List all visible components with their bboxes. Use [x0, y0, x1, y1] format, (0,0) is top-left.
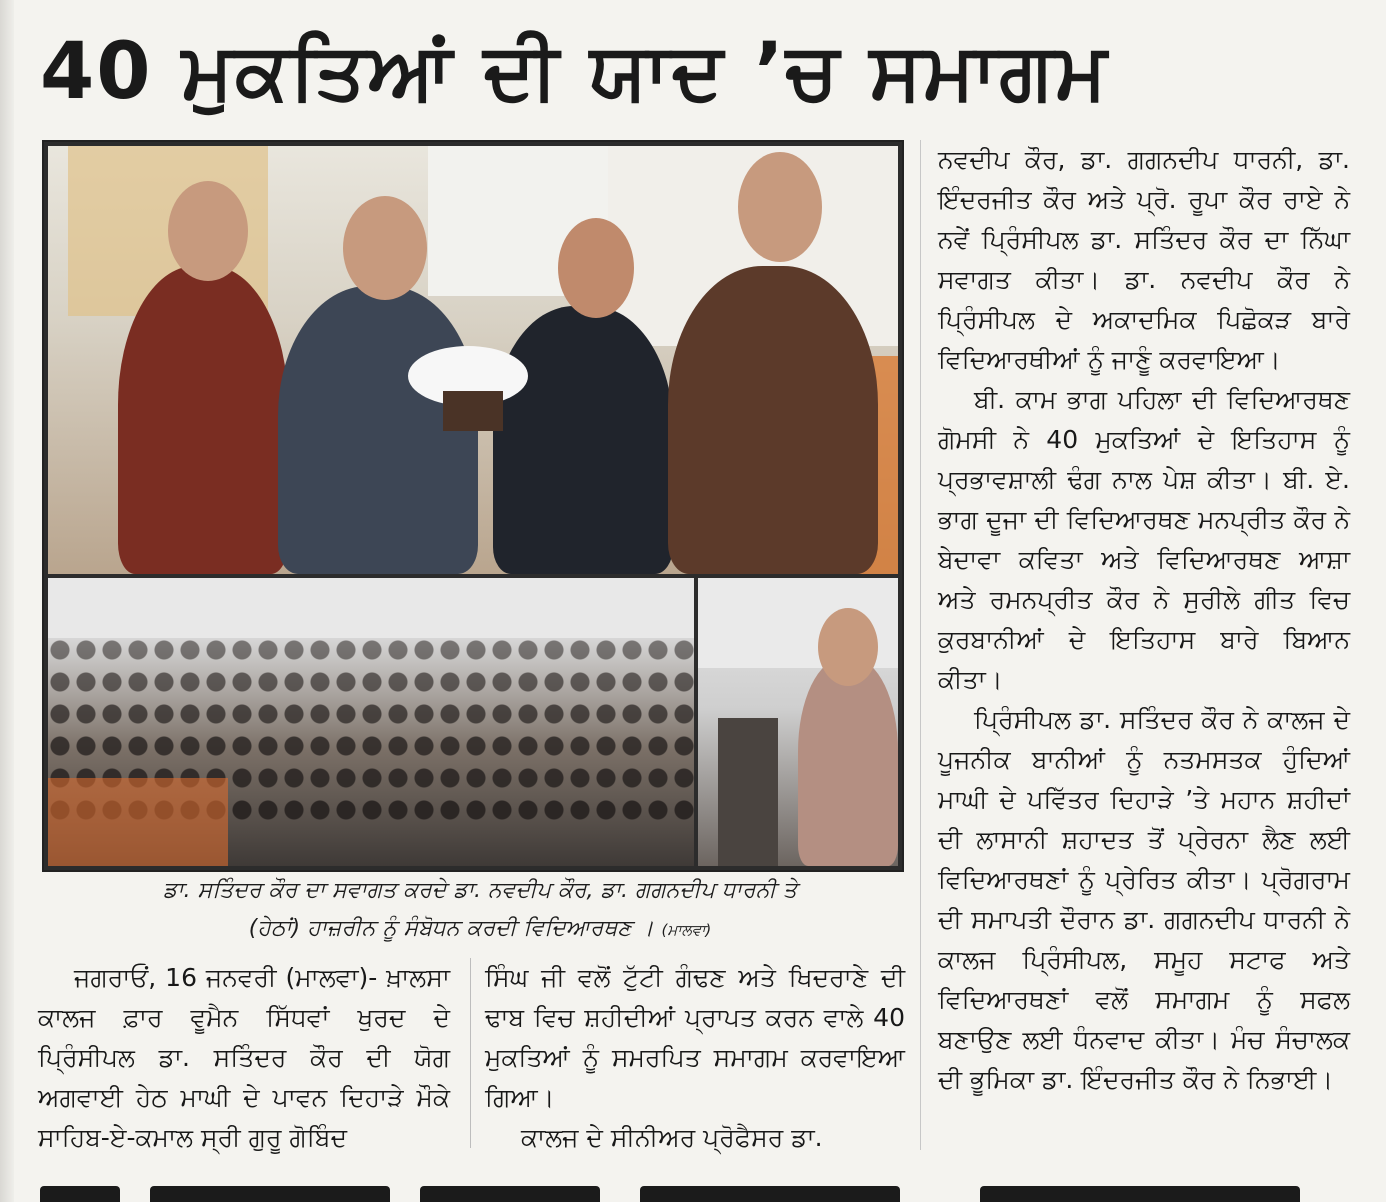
- article-column-middle: [485, 958, 905, 1158]
- caption-credit: (ਮਾਲਵਾ): [661, 921, 712, 939]
- article-paragraph: ਕਾਲਜ ਦੇ ਸੀਨੀਅਰ ਪ੍ਰੋਫੈਸਰ ਡਾ.: [521, 1123, 823, 1152]
- audience-photo: [48, 578, 694, 866]
- article-paragraph: ਸਿੰਘ ਜੀ ਵਲੋਂ ਟੁੱਟੀ ਗੰਢਣ ਅਤੇ ਖਿਦਰਾਣੇ ਦੀ ਢਾਬ ਵਿਚ ਸ਼ਹੀਦੀਆਂ ਪ੍ਰਾਪਤ ਕਰਨ ਵਾਲੇ 40 ਮੁਕਤਿਆਂ ਨੂੰ ਸਮਰਪਿਤ ਸਮਾਗਮ ਕਰਵਾਇਆ ਗਿਆ।: [485, 963, 905, 1112]
- article-column-left: [38, 958, 450, 1158]
- article-paragraph: ਨਵਦੀਪ ਕੌਰ, ਡਾ. ਗਗਨਦੀਪ ਧਾਰਨੀ, ਡਾ. ਇੰਦਰਜੀਤ ਕੌਰ ਅਤੇ ਪ੍ਰੋ. ਰੂਪਾ ਕੌਰ ਰਾਏ ਨੇ ਨਵੇਂ ਪ੍ਰਿੰਸੀਪਲ ਡਾ. ਸਤਿੰਦਰ ਕੌਰ ਦਾ ਨਿੱਘਾ ਸਵਾਗਤ ਕੀਤਾ। ਡਾ. ਨਵਦੀਪ ਕੌਰ ਨੇ ਪ੍ਰਿੰਸੀਪਲ ਦੇ ਅਕਾਦਮਿਕ ਪਿਛੋਕੜ ਬਾਰੇ ਵਿਦਿਆਰਥੀਆਂ ਨੂੰ ਜਾਣੂੰ ਕਰਵਾਇਆ।: [938, 145, 1350, 374]
- photo-caption: [70, 872, 890, 949]
- welcome-photo: [48, 146, 898, 574]
- article-paragraph: ਪ੍ਰਿੰਸੀਪਲ ਡਾ. ਸਤਿੰਦਰ ਕੌਰ ਨੇ ਕਾਲਜ ਦੇ ਪੂਜਨੀਕ ਬਾਨੀਆਂ ਨੂੰ ਨਤਮਸਤਕ ਹੁੰਦਿਆਂ ਮਾਘੀ ਦੇ ਪਵਿੱਤਰ ਦਿਹਾੜੇ ’ਤੇ ਮਹਾਨ ਸ਼ਹੀਦਾਂ ਦੀ ਲਾਸਾਨੀ ਸ਼ਹਾਦਤ ਤੋਂ ਪ੍ਰੇਰਨਾ ਲੈਣ ਲਈ ਵਿਦਿਆਰਥਣਾਂ ਨੂੰ ਪ੍ਰੇਰਿਤ ਕੀਤਾ। ਪ੍ਰੋਗਰਾਮ ਦੀ ਸਮਾਪਤੀ ਦੌਰਾਨ ਡਾ. ਗਗਨਦੀਪ ਧਾਰਨੀ ਨੇ ਕਾਲਜ ਪ੍ਰਿੰਸੀਪਲ, ਸਮੂਹ ਸਟਾਫ ਅਤੇ ਵਿਦਿਆਰਥਣਾਂ ਵਲੋਂ ਸਮਾਗਮ ਨੂੰ ਸਫਲ ਬਣਾਉਣ ਲਈ ਧੰਨਵਾਦ ਕੀਤਾ। ਮੰਚ ਸੰਚਾਲਕ ਦੀ ਭੂਮਿਕਾ ਡਾ. ਇੰਦਰਜੀਤ ਕੌਰ ਨੇ ਨਿਭਾਈ।: [938, 705, 1350, 1094]
- caption-line-1: ਡਾ. ਸਤਿੰਦਰ ਕੌਰ ਦਾ ਸਵਾਗਤ ਕਰਦੇ ਡਾ. ਨਵਦੀਪ ਕੌਰ, ਡਾ. ਗਗਨਦੀਪ ਧਾਰਨੀ ਤੇ: [162, 878, 798, 903]
- caption-line-2: [70, 910, 890, 949]
- headline: 40 ਮੁਕਤਿਆਂ ਦੀ ਯਾਦ ’ਚ ਸਮਾਗਮ: [40, 27, 1109, 117]
- caption-line-2-text: (ਹੇਠਾਂ) ਹਾਜ਼ਰੀਨ ਨੂੰ ਸੰਬੋਧਨ ਕਰਦੀ ਵਿਦਿਆਰਥਣ ।: [248, 916, 654, 941]
- article-paragraph: ਬੀ. ਕਾਮ ਭਾਗ ਪਹਿਲਾ ਦੀ ਵਿਦਿਆਰਥਣ ਗੋਮਸੀ ਨੇ 40 ਮੁਕਤਿਆਂ ਦੇ ਇਤਿਹਾਸ ਨੂੰ ਪ੍ਰਭਾਵਸ਼ਾਲੀ ਢੰਗ ਨਾਲ ਪੇਸ਼ ਕੀਤਾ। ਬੀ. ਏ. ਭਾਗ ਦੂਜਾ ਦੀ ਵਿਦਿਆਰਥਣ ਮਨਪ੍ਰੀਤ ਕੌਰ ਨੇ ਬੇਦਾਵਾ ਕਵਿਤਾ ਅਤੇ ਵਿਦਿਆਰਥਣ ਆਸ਼ਾ ਅਤੇ ਰਮਨਪ੍ਰੀਤ ਕੌਰ ਨੇ ਸੁਰੀਲੇ ਗੀਤ ਵਿਚ ਕੁਰਬਾਨੀਆਂ ਦੇ ਇਤਿਹਾਸ ਬਾਰੇ ਬਿਆਨ ਕੀਤਾ।: [938, 385, 1350, 694]
- page-edge: [0, 0, 14, 1202]
- article-dateline-paragraph: ਜਗਰਾਓਂ, 16 ਜਨਵਰੀ (ਮਾਲਵਾ)- ਖ਼ਾਲਸਾ ਕਾਲਜ ਫ਼ਾਰ ਵੂਮੈਨ ਸਿੱਧਵਾਂ ਖੁਰਦ ਦੇ ਪ੍ਰਿੰਸੀਪਲ ਡਾ. ਸਤਿੰਦਰ ਕੌਰ ਦੀ ਯੋਗ ਅਗਵਾਈ ਹੇਠ ਮਾਘੀ ਦੇ ਪਾਵਨ ਦਿਹਾੜੇ ਮੌਕੇ ਸਾਹਿਬ-ਏ-ਕਮਾਲ ਸ੍ਰੀ ਗੁਰੂ ਗੋਬਿੰਦ: [38, 963, 450, 1152]
- column-divider: [470, 958, 471, 1148]
- speaker-photo: [698, 578, 898, 866]
- column-divider: [920, 140, 921, 1150]
- article-column-right: [938, 140, 1350, 1100]
- next-headline-cutoff: [20, 1168, 1366, 1202]
- photo-collage: [42, 140, 904, 872]
